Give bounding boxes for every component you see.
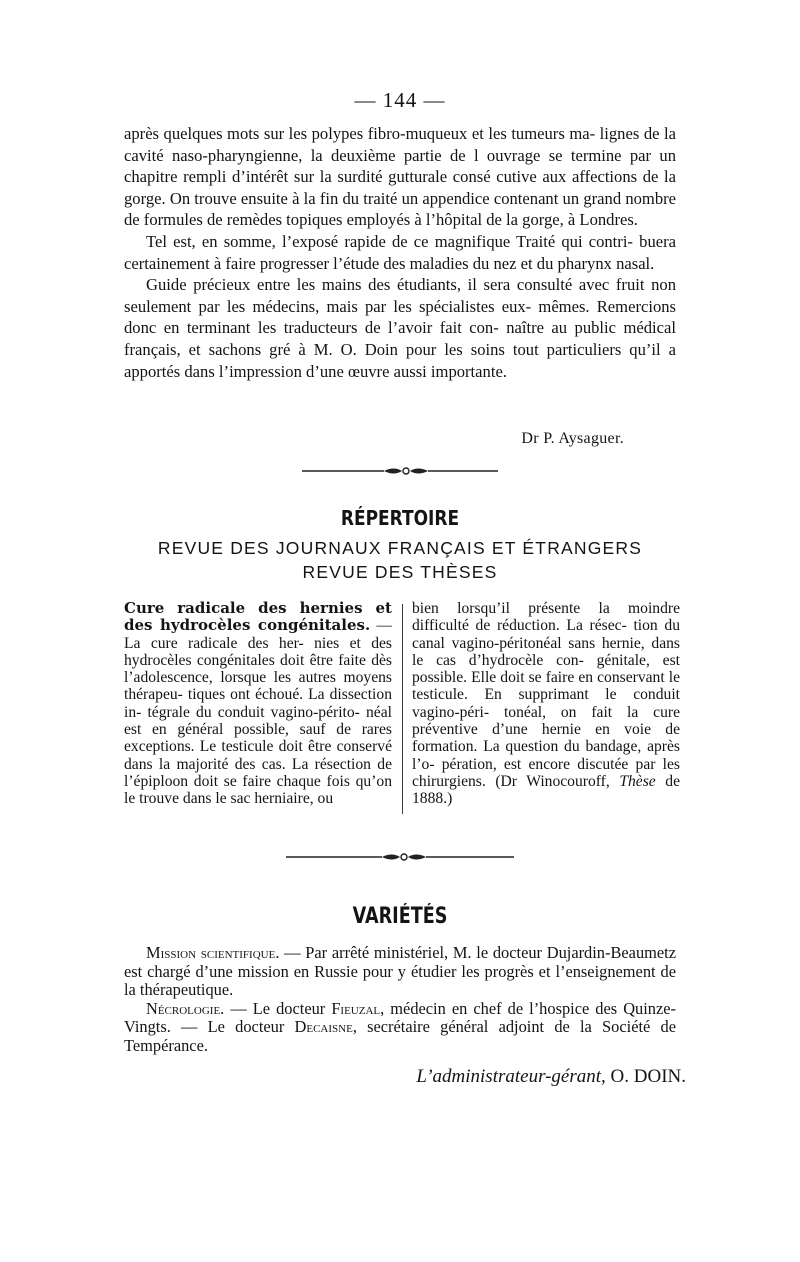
administrator-signature [416,1066,686,1088]
article-right-line: bien lorsqu’il présente la moindre [412,600,680,617]
article-reference-author: (Dr Winocouroff, [495,772,610,790]
varietes-heading: VARIÉTÉS [352,904,448,929]
review-paragraph-1-line: après quelques mots sur les polypes fibro-muqueux et les tumeurs ma- [124,124,600,143]
review-paragraph-3-line: naître au public médical français, et sachons gré à M. O. Doin pour les [124,318,676,359]
article-right-column [412,600,680,808]
ornamental-rule-1 [302,464,498,478]
article-left-line: doit être faite dès l’adolescence, [124,651,392,687]
journals-review-subheading: REVUE DES JOURNAUX FRANÇAIS ET ÉTRANGERS [157,538,643,558]
review-paragraph-1-line: lignes de la cavité naso-pharyngienne, la deuxième partie de l ouvrage se [124,124,676,165]
article-left-line: — La cure radicale des her- [124,617,392,652]
repertoire-heading: RÉPERTOIRE [340,506,460,530]
varietes-section [124,944,676,1056]
ornamental-rule-2 [286,850,514,864]
review-paragraph-2-line: Tel est, en somme, l’exposé rapide de ce magnifique Traité qui contri- [146,231,640,251]
necrology-text-1: — Le docteur [224,998,332,1018]
article-right-line: supprimant le conduit vagino-péri- [412,686,680,721]
article-right-line: génitale, est possible. Elle doit se [412,651,680,687]
review-paragraph-2-line: buera certainement à faire progresser l’étude des maladies du nez et du [124,231,676,273]
article-right-line: tonéal, on fait la cure préventive [412,703,680,739]
article-text-right [412,600,680,790]
article-right-line: les chirurgiens. [412,755,680,790]
article-right-line: hernie, dans le cas d’hydrocèle con- [412,634,680,669]
article-left-line: trouve dans le sac herniaire, ou [139,790,334,808]
review-paragraph-1-line: cutive aux affections de la gorge. On trouve ensuite à la fin du traité un [124,167,676,208]
article-reference-source: Thèse [619,772,656,790]
review-paragraph-3-line: soins tout particuliers qu’il a apportés dans l’impression d’une œuvre aussi [124,339,677,381]
review-signature: Dr P. Aysaguer. [521,430,624,447]
review-paragraph-3-line: mêmes. Remercions donc en terminant les traducteurs de l’avoir fait con- [124,296,677,338]
article-left-line: des cas. La résection de l’épiploon [124,755,392,790]
review-paragraph-1-line: appendice contenant un grand nombre de formules de remèdes topiques [124,188,677,230]
necrology-name-2: Decaisne [294,1017,353,1037]
article-left-line: néal est en général possible, sauf [124,703,392,739]
book-review [124,123,676,382]
necrology-name-1: Fieuzal [331,998,381,1018]
necrology-label: Nécrologie. [146,998,225,1018]
article-left-line: doit être conservé dans la majorité [124,738,393,773]
review-paragraph-3-line: fruit non seulement par les médecins, mais par les spécialistes eux- [124,275,677,316]
article-left-line: lorsque les autres moyens thérapeu- [124,669,392,704]
article-reference-year: de 1888.) [412,772,680,808]
article-left-line: tégrale du conduit vagino-périto- [147,703,366,721]
article-left-line: de rares exceptions. Le testicule [124,721,392,756]
article-right-line: tion du canal vagino-péritonéal sans [412,617,680,652]
article-left-line: tiques ont échoué. La dissection in- [124,686,392,721]
mission-label: Mission scientifique. [146,943,280,962]
article-left-line: nies et des hydrocèles congénitales [124,634,392,669]
administrator-role: L’administrateur-gérant, [416,1066,606,1087]
column-divider [402,604,403,814]
necrology-text-2: , médecin en chef de l’hospice des Quinze-Vingts. — Le docteur [124,998,676,1037]
review-paragraph-3 [124,274,676,382]
administrator-name: O. DOIN. [610,1066,686,1087]
article-right-line: difficulté de réduction. La résec- [412,617,634,635]
review-paragraph-1-line: employés à l’hôpital de la gorge, à Londres. [346,210,638,230]
review-paragraph-3-line: importante. [430,361,507,381]
theses-review-subheading: REVUE DES THÈSES [302,562,498,582]
article-left-column [124,600,392,808]
article-left-line: doit se faire chaque fois qu’on le [124,772,392,808]
review-paragraph-1-line: termine par un chapitre rempli d’intérêt sur la surdité gutturale consé [124,145,676,187]
review-paragraph-3-line: Guide précieux entre les mains des étudiants, il sera consulté avec [146,275,616,295]
review-paragraph-1 [124,123,676,231]
article-body-right [412,600,680,808]
article-right-line: La question du bandage, après l’o- [412,738,680,773]
article-right-line: d’une hernie en voie de formation. [412,721,681,756]
page-number: — 144 — [354,88,446,112]
article-body-left [124,600,392,808]
article-text-left [124,617,392,807]
article-right-line: pération, est encore discutée par [441,755,663,773]
mission-text: — Par arrêté ministériel, M. le docteur Dujardin-Beaumetz est chargé d’une mission en Russie pour y étudier les progrès et l’enseignement de la thérapeutique. [124,943,676,1000]
necrology-notice [124,1000,676,1056]
article-title: Cure radicale des hernies et des hydrocèles congénitales. [124,599,392,635]
review-paragraph-2-line: pharynx nasal. [557,253,655,273]
mission-notice [124,944,676,1000]
review-paragraph-2 [124,231,676,274]
article-right-line: faire en conservant le testicule. En [412,669,680,704]
necrology-text-3: , secrétaire général adjoint de la Société de Tempérance. [124,1017,676,1055]
